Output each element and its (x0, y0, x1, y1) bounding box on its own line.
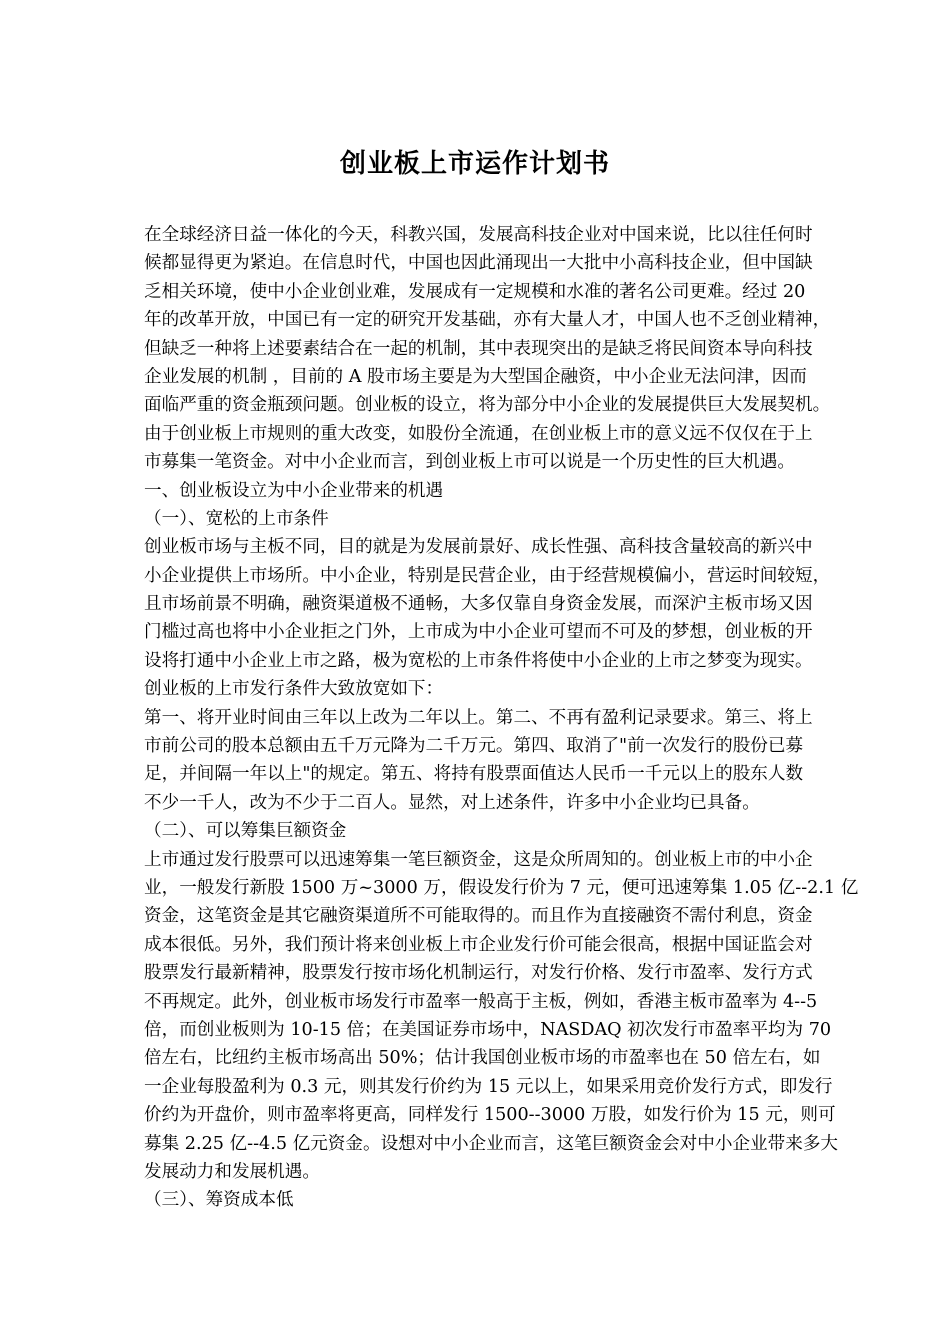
text-line: 门槛过高也将中小企业拒之门外，上市成为中小企业可望而不可及的梦想，创业板的开 (144, 622, 813, 643)
text-line: 且市场前景不明确，融资渠道极不通畅，大多仅靠自身资金发展，而深沪主板市场又因 (144, 594, 813, 615)
text-line: 股票发行最新精神，股票发行按市场化机制运行，对发行价格、发行市盈率、发行方式 (144, 963, 813, 984)
text-line: 候都显得更为紧迫。在信息时代，中国也因此涌现出一大批中小高科技企业，但中国缺 (144, 253, 813, 274)
text-line: 企业发展的机制 ，目前的 A 股市场主要是为大型国企融资，中小企业无法问津，因而 (144, 366, 807, 387)
text-line: 由于创业板上市规则的重大改变，如股份全流通，在创业板上市的意义远不仅仅在于上 (144, 423, 813, 444)
text-line: 资金，这笔资金是其它融资渠道所不可能取得的。而且作为直接融资不需付利息，资金 (144, 906, 813, 927)
text-line: 发展动力和发展机遇。 (144, 1161, 320, 1182)
subsection-heading: （三）、筹资成本低 (144, 1190, 294, 1211)
text-line: 在全球经济日益一体化的今天，科教兴国，发展高科技企业对中国来说，比以往任何时 (144, 225, 813, 245)
text-line: 但缺乏一种将上述要素结合在一起的机制，其中表现突出的是缺乏将民间资本导向科技 (144, 338, 813, 359)
document-body (144, 221, 894, 1215)
subsection-heading: （一）、宽松的上市条件 (144, 508, 329, 529)
text-line: 年的改革开放，中国已有一定的研究开发基础，亦有大量人才，中国人也不乏创业精神， (144, 310, 831, 331)
text-line: 设将打通中小企业上市之路，极为宽松的上市条件将使中小企业的上市之梦变为现实。 (144, 650, 813, 671)
text-line: 市前公司的股本总额由五千万元降为二千万元。第四、取消了"前一次发行的股份已募 (144, 736, 804, 757)
text-line: 小企业提供上市场所。中小企业，特别是民营企业，由于经营规模偏小，营运时间较短， (144, 565, 831, 586)
text-line: 上市通过发行股票可以迅速筹集一笔巨额资金，这是众所周知的。创业板上市的中小企 (144, 849, 813, 870)
text-line: 不再规定。此外，创业板市场发行市盈率一般高于主板，例如，香港主板市盈率为 4--5 (144, 991, 818, 1012)
text-line: 面临严重的资金瓶颈问题。创业板的设立，将为部分中小企业的发展提供巨大发展契机。 (144, 395, 831, 416)
text-line: 价约为开盘价，则市盈率将更高，同样发行 1500--3000 万股，如发行价为 15 元，则可 (144, 1105, 836, 1126)
text-line: 业，一般发行新股 1500 万~3000 万，假设发行价为 7 元，便可迅速筹集 1.05 亿--2.1 亿 (144, 877, 859, 898)
subsection-heading: （二）、可以筹集巨额资金 (144, 821, 347, 842)
text-line: 不少一千人，改为不少于二百人。显然，对上述条件，许多中小企业均已具备。 (144, 792, 760, 813)
section-heading: 一、创业板设立为中小企业带来的机遇 (144, 480, 444, 501)
text-line: 足，并间隔一年以上"的规定。第五、将持有股票面值达人民币一千元以上的股东人数 (144, 764, 804, 785)
text-line: 市募集一笔资金。对中小企业而言，到创业板上市可以说是一个历史性的巨大机遇。 (144, 452, 795, 473)
text-line: 第一、将开业时间由三年以上改为二年以上。第二、不再有盈利记录要求。第三、将上 (144, 707, 813, 728)
text-line: 倍左右，比纽约主板市场高出 50%；估计我国创业板市场的市盈率也在 50 倍左右，如 (144, 1048, 821, 1069)
text-line: 乏相关环境，使中小企业创业难，发展成有一定规模和水准的著名公司更难。经过 20 (144, 281, 806, 302)
text-line: 创业板的上市发行条件大致放宽如下： (144, 679, 444, 700)
text-line: 成本很低。另外，我们预计将来创业板上市企业发行价可能会很高，根据中国证监会对 (144, 934, 813, 955)
text-line: 创业板市场与主板不同，目的就是为发展前景好、成长性强、高科技含量较高的新兴中 (144, 537, 813, 558)
text-line: 倍，而创业板则为 10-15 倍；在美国证券市场中，NASDAQ 初次发行市盈率平均为 70 (144, 1019, 832, 1040)
text-line: 募集 2.25 亿--4.5 亿元资金。设想对中小企业而言，这笔巨额资金会对中小企业带来多大 (144, 1133, 839, 1154)
document-title: 创业板上市运作计划书 (339, 149, 610, 179)
text-line: 一企业每股盈利为 0.3 元，则其发行价约为 15 元以上，如果采用竞价发行方式，即发行 (144, 1076, 833, 1097)
